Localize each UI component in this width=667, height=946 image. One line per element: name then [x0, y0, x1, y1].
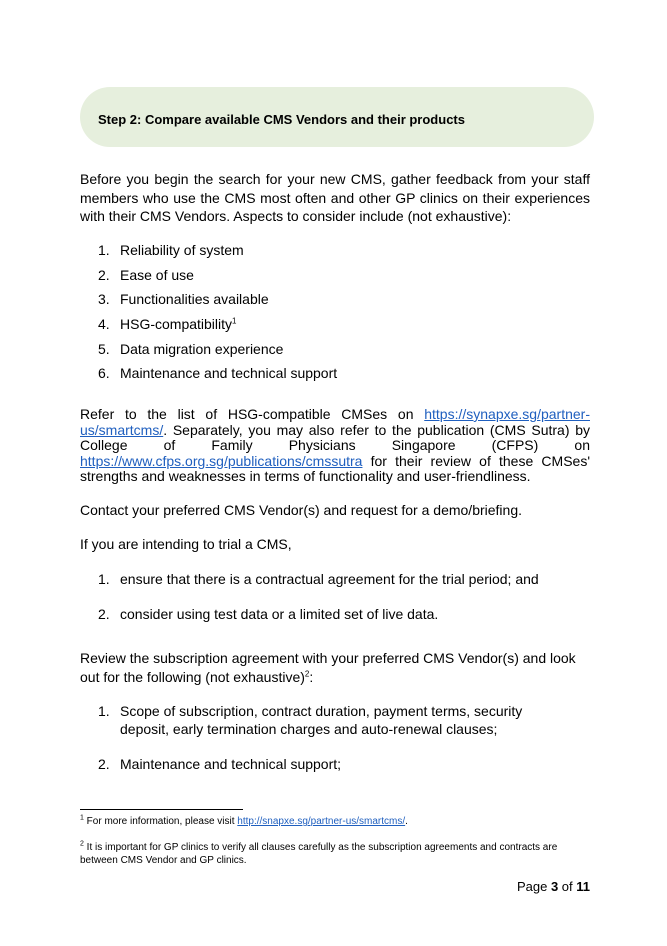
page-total: 11 — [576, 879, 590, 894]
page-number — [500, 879, 590, 895]
footnote-2 — [80, 842, 595, 867]
list-number: 2. — [98, 606, 110, 622]
footnote-text: For more information, please visit — [83, 816, 238, 827]
list-number: 2. — [98, 266, 110, 283]
refer-text-3: for their review of these CMSes' strengths and weaknesses in terms of functionality and user-friendliness. — [80, 452, 590, 484]
list-text — [120, 315, 580, 333]
refer-text-2: . Separately, you may also refer to the publication (CMS Sutra) by College of Family Physicians Singapore (CFPS) on — [80, 421, 590, 453]
footnote-link[interactable]: http://snapxe.sg/partner-us/smartcms/ — [237, 816, 406, 827]
footnote-ref-2: 2 — [304, 668, 310, 678]
list-text: Maintenance and technical support — [120, 365, 338, 381]
contact-paragraph: Contact your preferred CMS Vendor(s) and request for a demo/briefing. — [80, 502, 522, 518]
list-number: 1. — [98, 571, 110, 587]
list-text: Data migration experience — [120, 340, 284, 357]
list-number: 5. — [98, 340, 110, 357]
trial-intro: If you are intending to trial a CMS, — [80, 536, 292, 552]
list-text: Functionalities available — [120, 291, 269, 307]
footnote-end: . — [405, 816, 408, 827]
page-current: 3 — [550, 879, 559, 894]
page-of: of — [558, 879, 577, 894]
cfps-link[interactable]: https://www.cfps.org.sg/publications/cmssutra — [80, 452, 363, 469]
list-text: Maintenance and technical support; — [120, 756, 342, 772]
refer-text-1: Refer to the list of HSG-compatible CMSes on — [80, 406, 425, 422]
review-text: Review the subscription agreement with your preferred CMS Vendor(s) and look out for the following (not exhaustive) — [80, 650, 576, 685]
step-banner — [80, 87, 594, 147]
review-paragraph — [80, 649, 590, 686]
list-text: ensure that there is a contractual agreement for the trial period; and — [120, 571, 539, 587]
list-text: consider using test data or a limited set of live data. — [120, 606, 439, 622]
footnote-mark: 2 — [80, 840, 84, 848]
list-number: 4. — [98, 316, 110, 332]
page-label: Page — [516, 879, 551, 894]
footnote-divider — [80, 809, 243, 810]
footnote-ref-1: 1 — [232, 316, 237, 326]
footnote-mark: 1 — [80, 814, 84, 822]
list-text: Reliability of system — [120, 242, 244, 258]
list-number: 3. — [98, 291, 110, 307]
list-number: 6. — [98, 365, 110, 381]
list-number: 2. — [98, 756, 110, 772]
list-text: Scope of subscription, contract duration, payment terms, security deposit, early termination charges and auto-renewal clauses; — [120, 703, 523, 737]
review-end: : — [309, 668, 314, 685]
step-title: Step 2: Compare available CMS Vendors and their products — [98, 112, 465, 127]
list-text: Ease of use — [120, 266, 194, 283]
refer-paragraph — [80, 407, 590, 485]
list-number: 1. — [98, 242, 110, 258]
footnote-text: It is important for GP clinics to verify all clauses carefully as the subscription agreements and contracts are between CMS Vendor and GP clinics. — [80, 842, 558, 866]
list-text-main: HSG-compatibility — [120, 316, 233, 332]
list-number: 1. — [98, 703, 110, 719]
synapxe-link[interactable]: https://synapxe.sg/partner-us/smartcms/ — [80, 406, 590, 438]
footnote-1 — [80, 816, 595, 829]
intro-paragraph: Before you begin the search for your new CMS, gather feedback from your staff members who use the CMS most often and other GP clinics on their experiences with their CMS Vendors. Aspects to consider include (not exhaustive): — [80, 171, 590, 224]
